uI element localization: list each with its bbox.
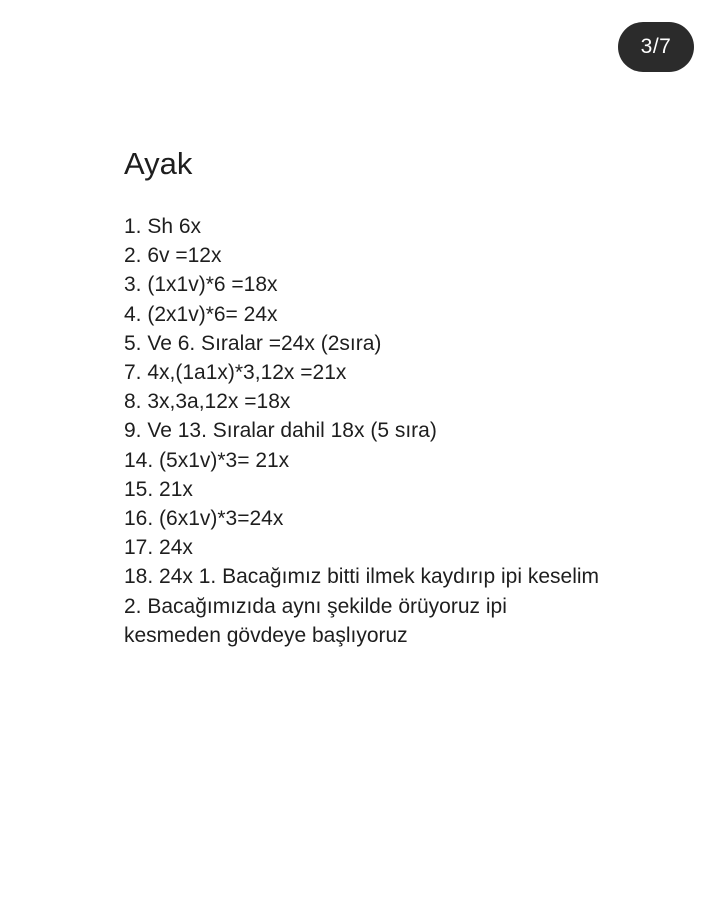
page-counter-badge: 3/7 <box>618 22 694 72</box>
step-item: 8. 3x,3a,12x =18x <box>124 390 291 414</box>
pattern-content <box>124 144 604 650</box>
step-item: 9. Ve 13. Sıralar dahil 18x (5 sıra) <box>124 419 437 443</box>
step-item: 3. (1x1v)*6 =18x <box>124 273 278 297</box>
step-item: 17. 24x <box>124 536 193 560</box>
step-item: 1. Sh 6x <box>124 215 202 238</box>
page-title: Ayak <box>124 146 193 181</box>
step-item: 14. (5x1v)*3= 21x <box>124 448 290 472</box>
steps-list <box>124 212 604 650</box>
step-item: 16. (6x1v)*3=24x <box>124 507 284 531</box>
step-item: 18. 24x 1. Bacağımız bitti ilmek kaydırıp ipi keselim 2. Bacağımızıda aynı şekilde örüyoruz ipi kesmeden gövdeye başlıyoruz <box>124 565 600 647</box>
step-item: 5. Ve 6. Sıralar =24x (2sıra) <box>124 331 382 355</box>
step-item: 15. 21x <box>124 477 193 501</box>
step-item: 7. 4x,(1a1x)*3,12x =21x <box>124 361 347 385</box>
step-item: 4. (2x1v)*6= 24x <box>124 302 278 326</box>
step-item: 2. 6v =12x <box>124 244 222 268</box>
